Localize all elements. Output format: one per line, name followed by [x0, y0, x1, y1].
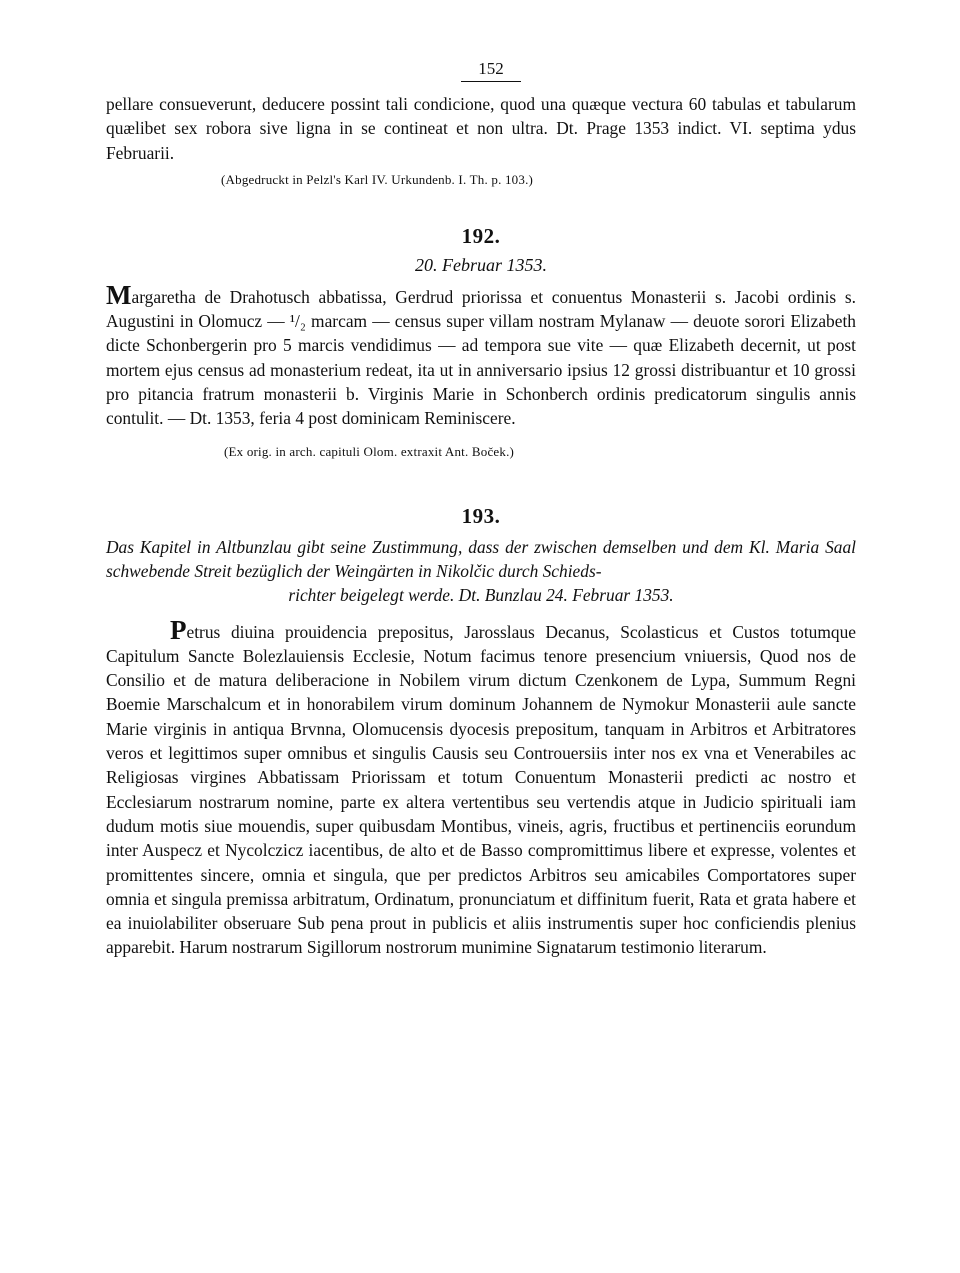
page-number: 152: [461, 58, 521, 82]
document-body-text: etrus diuina prouidencia prepositus, Jarosslaus Decanus, Scolasticus et Custos totumque Capitulum Sancte Bolezlauiensis Ecclesie, Notum facimus tenore presencium vniuersis, Quod nos de Consilio et de matura deliberacione in Nobilem virum dictum Czenkonem de Lypa, Summum Regni Boemie Marschalcum et in honorabilem virum dominum Johannem de Nymokur Monasterii aule sancte Marie virginis in antiqua Brvnna, Olomucensis dyocesis prepositum, tanquam in Arbitros et Arbitratores veros et legittimos super omnibus et singulis Causis seu Controuersiis inter nos ex vna et Venerabiles ac Religiosas virgines Abbatissam Priorissam et totum Conuentum Monasterii predicti ac nostro et Ecclesiarum nostrarum nomine, parte ex altera vertentibus seu vertendis atque in Judicio spirituali iam dudum motis siue mouendis, super quibusdam Montibus, vineis, agris, fructibus et pertinenciis eorundum inter Auspecz et Nycolczicz iacentibus, de alto et de Basso compromittimus libere et expresse, volentes et promittentes sincere, omnia et singula, que per predictos Arbitros seu amicabiles Comportatores super omnia et singula premissa arbitratum, Ordinatum, pronunciatum et diffinitum fuerit, Rata et grata habere et ea inuiolabiliter obseruare Sub pena prout in publicis et aliis instrumentis super hoc conficiendis plenius apparebit. Harum nostrarum Sigillorum nostrorum munimine Signatarum testimonio literarum.: [106, 621, 856, 958]
continuation-source-note: (Abgedruckt in Pelzl's Karl IV. Urkundenb. I. Th. p. 103.): [221, 171, 534, 187]
document-source-note-192: (Ex orig. in arch. capituli Olom. extraxit Ant. Boček.): [224, 443, 515, 459]
document-body-192: [106, 279, 856, 431]
summary-last-line: richter beigelegt werde. Dt. Bunzlau 24. Februar 1353.: [288, 585, 674, 606]
document-date-192: 20. Februar 1353.: [415, 254, 547, 275]
document-body-text: argaretha de Drahotusch abbatissa, Gerdrud priorissa et conuentus Monasterii s. Jacobi ordinis s. Augustini in Olomucz — ¹/₂ marcam — census super villam nostram Mylanaw — deuote sorori Elizabeth dicte Schonbergerin pro 5 marcis vendidimus — ad tempora sue vite — quæ Elizabeth decernit, ut post mortem ejus census ad monasterium redeat, ita ut in anniversario ipsius 12 grossi distribuantur et 10 grossi pro pitancia fratrum monasterii b. Virginis Marie in Schonberch ordinis predicatorum singulis annis contulit. — Dt. 1353, feria 4 post dominicam Reminiscere.: [106, 286, 856, 429]
document-number-192: 192.: [461, 223, 501, 248]
document-summary-193: [106, 535, 856, 608]
drop-cap-initial: M: [106, 279, 132, 310]
continuation-text: pellare consueverunt, deducere possint tali condicione, quod una quæque vectura 60 tabulas et tabularum quælibet sex robora sive ligna in se contineat et non ultra. Dt. Prage 1353 indict. VI. septima ydus Februarii.: [106, 94, 856, 163]
document-body-193: [106, 614, 856, 960]
drop-cap-initial: P: [170, 614, 187, 645]
document-page: [106, 58, 856, 960]
summary-text: Das Kapitel in Altbunzlau gibt seine Zustimmung, dass der zwischen demselben und dem Kl. Maria Saal schwebende Streit bezüglich der Weingärten in Nikolčic durch Schieds-: [106, 536, 856, 581]
document-number-193: 193.: [461, 503, 501, 528]
